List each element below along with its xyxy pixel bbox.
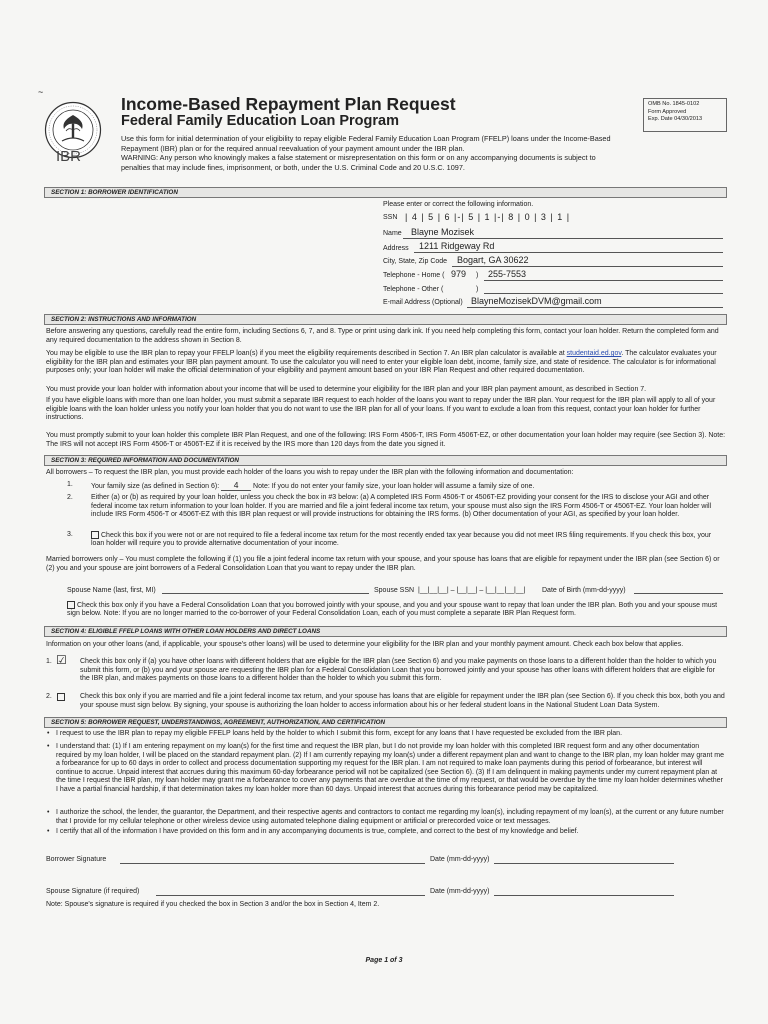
city-label: City, State, Zip Code [383, 258, 448, 265]
section3-item3-number: 3. [67, 531, 73, 538]
no-tax-return-checkbox[interactable] [91, 531, 99, 539]
spouse-name-label: Spouse Name (last, first, MI) [67, 587, 156, 594]
section2-heading: SECTION 2: INSTRUCTIONS AND INFORMATION [44, 314, 727, 325]
email-field[interactable] [467, 296, 723, 308]
section3-item1 [91, 481, 721, 492]
section4-item1-number: 1. [46, 658, 52, 665]
form-intro [121, 134, 626, 172]
spouse-dob-field[interactable] [634, 584, 723, 594]
section4-heading: SECTION 4: ELIGIBLE FFELP LOANS WITH OTHER LOAN HOLDERS AND DIRECT LOANS [44, 626, 727, 637]
section3-item3 [91, 531, 721, 549]
intro-text: Use this form for initial determination of your eligibility to repay eligible Federal Family Education Loan Program (FFELP) loans under the Income-Based Repayment (IBR) plan or for the required annual reevaluation of your payment amount under the IBR plan. [121, 134, 611, 153]
form-title: Income-Based Repayment Plan Request [121, 94, 456, 114]
address-field[interactable] [414, 241, 723, 253]
spouse-name-field[interactable] [162, 584, 369, 594]
joint-consolidation-checkbox[interactable] [67, 601, 75, 609]
section5-bullet4-text: I certify that all of the information I have provided on this form and in any accompanying documents is true, complete, and correct to the best of my knowledge and belief. [56, 828, 579, 835]
ssn-label: SSN [383, 214, 398, 221]
bullet-mark: • [47, 730, 50, 737]
name-label: Name [383, 230, 402, 237]
phone-other-close: ) [476, 286, 479, 293]
name-value: Blayne Mozisek [411, 227, 475, 237]
borrower-date-label: Date (mm-dd-yyyy) [430, 856, 490, 863]
section3-item2: Either (a) or (b) as required by your loan holder, unless you check the box in #3 below: (a) A completed IRS Form 4506-T or 4506T-EZ providing your consent for the IRS to disclose your AGI and other federal income tax return information to your loan holder. If you are married and file a joint federal income tax return, your spouse must also sign the IRS Form 4506-T or 4506T-EZ. Your loan holder will include IRS Form 4506-T or 4506T-EZ with this IBR plan request or will provide instructions for obtaining the IRS forms. (b) Other documentation of your AGI, as specified by your loan holder. [91, 494, 712, 519]
section5-bullet2-text: I understand that: (1) If I am entering repayment on my loan(s) for the first time and request the IBR plan, but I do not provide my loan holder with this completed IBR request form and any other documentation required by my loan holder, I will be placed on the standard repayment plan. (2) If I am currently repaying my loan(s) under a different repayment plan and want to change to the IBR plan, my loan holder may grant me a forbearance for up to 60 days in order to collect and process documentation supporting my request for the IBR plan. I am not required to make loan payments during this period of forbearance, but interest will continue to accrue. Unpaid interest that accrues during this maximum 60-day forbearance period will not be capitalized (see Section 6). (3) If I am delinquent in making payments under my current repayment plan at the time I request the IBR plan, my loan holder may grant me a forbearance to cover any payments that are overdue at the time of my request, or that would be overdue by the time my loan holder determines whether I have a partial financial hardship, if that determination takes my loan holder more than 60 days. Unpaid interest that accrues during this forbearance period may be capitalized. [56, 743, 724, 793]
section4-item2-number: 2. [46, 693, 52, 700]
bullet-mark: • [47, 809, 50, 816]
phone-other-label: Telephone - Other ( [383, 286, 444, 293]
family-size-note: Note: If you do not enter your family size, your loan holder will assume a family size of one. [253, 483, 535, 490]
section3-married: Married borrowers only – You must complete the following if (1) you file a joint federal income tax return with your spouse, and your spouse has loans that are eligible for repayment under the IBR plan (see Section 6) or (2) you and your spouse are joint borrowers of a Federal Consolidation Loan that you want to repay under the IBR plan. [46, 556, 720, 572]
ssn-field[interactable]: | 4 | 5 | 6 |-| 5 | 1 |-| 8 | 0 | 3 | 1 | [405, 212, 571, 222]
phone-area-field[interactable]: 979 [451, 269, 467, 279]
section3-consolidation-text: Check this box only if you have a Federal Consolidation Loan that you borrowed jointly with your spouse, and you and your spouse want to repay that loan under the IBR plan. Both you and your spouse must sign below. Note: If you are no longer married to the co-borrower of your Federal Consolidation Loan, each of you must complete a separate IBR Plan Request form. [67, 601, 718, 618]
address-label: Address [383, 245, 409, 252]
section4-item1: Check this box only if (a) you have other loans with different holders that are eligible for the IBR plan (see Section 6) and you make payments on those loans to a different holder than the holder to which you submit this form, or (b) you and your spouse are requesting the IBR plan for a Federal Consolidation Loan that you borrowed jointly and your spouse has other loans with different holders that are eligible for the IBR plan, and makes payments on those loans to a different holder than the holder to which you submit this form. [80, 658, 717, 683]
family-size-field[interactable]: 4 [221, 481, 251, 491]
spouse-ssn-field[interactable]: |__|__|__| – |__|__| – |__|__|__|__| [418, 587, 526, 594]
section2-para4: If you have eligible loans with more than one loan holder, you must submit a separate IBR request to each holder of the loans you want to repay under the IBR plan. Your request for the IBR plan will apply to all of your eligible loans with the loan holder unless you notify your loan holder that you do not want to use the IBR plan for all of your loans. If you want to exclude a loan from this request, contact your loan holder for further instructions. [46, 397, 716, 422]
section2-para2-a: You may be eligible to use the IBR plan to repay your FFELP loan(s) if you meet the eligibility requirements described in Section 7. An IBR plan calculator is available at [46, 350, 565, 357]
spouse-signature-label: Spouse Signature (if required) [46, 888, 140, 895]
other-holders-checkbox[interactable]: ☑ [56, 653, 67, 667]
spouse-signature-note: Note: Spouse's signature is required if you checked the box in Section 3 and/or the box in Section 4, Item 2. [46, 901, 380, 908]
section1-heading: SECTION 1: BORROWER IDENTIFICATION [44, 187, 727, 198]
section2-para2-b: . The calculator evaluates your eligibility for the IBR plan and estimates your IBR plan payment amount. To use the calculator you will need to enter your eligible loan debt, income, family size, and state of residence. The calculator is for informational purposes only; your loan holder will make the official determination of your eligibility and payment amount based on your IBR Plan Request and other required documentation. [46, 350, 717, 375]
omb-number: OMB No. 1845-0102 [648, 101, 700, 107]
section3-item2-number: 2. [67, 494, 73, 501]
ibr-label: IBR [56, 148, 82, 165]
section3-item3-text: Check this box if you were not or are not required to file a federal income tax return for the most recently ended tax year because you did not meet IRS filing requirements. If you check this box, your loan holder will require you to provide alternative documentation of your income. [91, 531, 712, 548]
phone-number-value: 255-7553 [488, 269, 527, 279]
section2-para5: You must promptly submit to your loan holder this complete IBR Plan Request, and one of the following: IRS Form 4506-T, IRS Form 4506T-EZ, or other documentation your loan holder may require (see Section 3). Note: The IRS will not accept IRS Form 4506-T or 4506T-EZ if it is received by the IRS more than 120 days from the date you signed it. [46, 432, 726, 448]
corner-mark: ~ [38, 87, 44, 97]
section3-item1-number: 1. [67, 481, 73, 488]
form-approved: Form Approved [648, 108, 687, 115]
section5-bullet2 [46, 743, 726, 795]
form-subtitle: Federal Family Education Loan Program [121, 113, 399, 129]
borrower-signature-label: Borrower Signature [46, 856, 107, 863]
family-size-label: Your family size (as defined in Section 6): [91, 483, 220, 490]
phone-close: ) [476, 272, 479, 279]
bullet-mark: • [47, 828, 50, 835]
borrower-signature-field[interactable] [120, 854, 425, 864]
section1-prompt: Please enter or correct the following information. [383, 201, 534, 208]
expiration-date: Exp. Date 04/30/2013 [648, 116, 703, 122]
spouse-date-field[interactable] [494, 886, 674, 896]
borrower-date-field[interactable] [494, 854, 674, 864]
section5-bullet1 [46, 730, 726, 739]
section2-para2 [46, 350, 726, 376]
name-field[interactable] [403, 227, 723, 239]
phone-number-field[interactable] [484, 269, 723, 281]
section3-consolidation [67, 601, 725, 619]
spouse-loans-checkbox[interactable] [57, 693, 65, 701]
city-value: Bogart, GA 30622 [457, 255, 529, 265]
bullet-mark: • [47, 743, 50, 750]
email-value: BlayneMozisekDVM@gmail.com [471, 296, 602, 306]
city-field[interactable] [452, 255, 723, 267]
page-number: Page 1 of 3 [365, 957, 403, 964]
section5-bullet3-text: I authorize the school, the lender, the guarantor, the Department, and their respective agents and contractors to contact me regarding my loan(s), including repayment of my loan(s), at the current or any future number that I provide for my cellular telephone or other wireless device using automated telephone dialing equipment or artificial or prerecorded voice or text messages. [56, 809, 724, 825]
omb-box [643, 98, 727, 132]
warning-text: WARNING: Any person who knowingly makes a false statement or misrepresentation on this form or on any accompanying documents is subject to penalties that may include fines, imprisonment, or both, under the U.S. Criminal Code and 20 U.S.C. 1097. [121, 153, 596, 172]
section5-heading: SECTION 5: BORROWER REQUEST, UNDERSTANDINGS, AGREEMENT, AUTHORIZATION, AND CERTIFICATION [44, 717, 727, 728]
section2-para3: You must provide your loan holder with information about your income that will be used to determine your eligibility for the IBR plan and your IBR plan payment amount, as described in Section 7. [46, 386, 647, 393]
spouse-date-label: Date (mm-dd-yyyy) [430, 888, 490, 895]
spouse-signature-field[interactable] [156, 886, 425, 896]
address-value: 1211 Ridgeway Rd [419, 241, 495, 251]
email-label: E-mail Address (Optional) [383, 299, 463, 306]
phone-other-field[interactable] [484, 284, 723, 294]
section5-bullet4 [46, 828, 726, 837]
section3-intro: All borrowers – To request the IBR plan, you must provide each holder of the loans you wish to repay under the IBR plan with the following information and documentation: [46, 469, 574, 476]
spouse-dob-label: Date of Birth (mm-dd-yyyy) [542, 587, 626, 594]
phone-home-label: Telephone - Home ( [383, 272, 445, 279]
section3-heading: SECTION 3: REQUIRED INFORMATION AND DOCUMENTATION [44, 455, 727, 466]
section4-item2: Check this box only if you are married and file a joint federal income tax return, and your spouse has loans that are eligible for repayment under the IBR plan (see Section 6). If you check this box, both you and your spouse must sign below. By signing, your spouse is authorizing the loan holder to access information about his or her federal student loans in the National Student Loan Data System. [80, 693, 725, 709]
section4-intro: Information on your other loans (and, if applicable, your spouse's other loans) will be used to determine your eligibility for the IBR plan and your monthly payment amount. Check each box below that applies. [46, 641, 684, 648]
spouse-ssn-label: Spouse SSN [374, 587, 415, 594]
studentaid-link[interactable]: studentaid.ed.gov [566, 350, 622, 357]
section5-bullet1-text: I request to use the IBR plan to repay my eligible FFELP loans held by the holder to which I submit this form, except for any loans that I have requested be excluded from the IBR plan. [56, 730, 623, 737]
section2-para1: Before answering any questions, carefully read the entire form, including Sections 6, 7, and 8. Type or print using dark ink. If you need help completing this form, contact your loan holder. Return the completed form and any required documentation to the address shown in Section 8. [46, 328, 719, 344]
section5-bullet3 [46, 809, 726, 826]
